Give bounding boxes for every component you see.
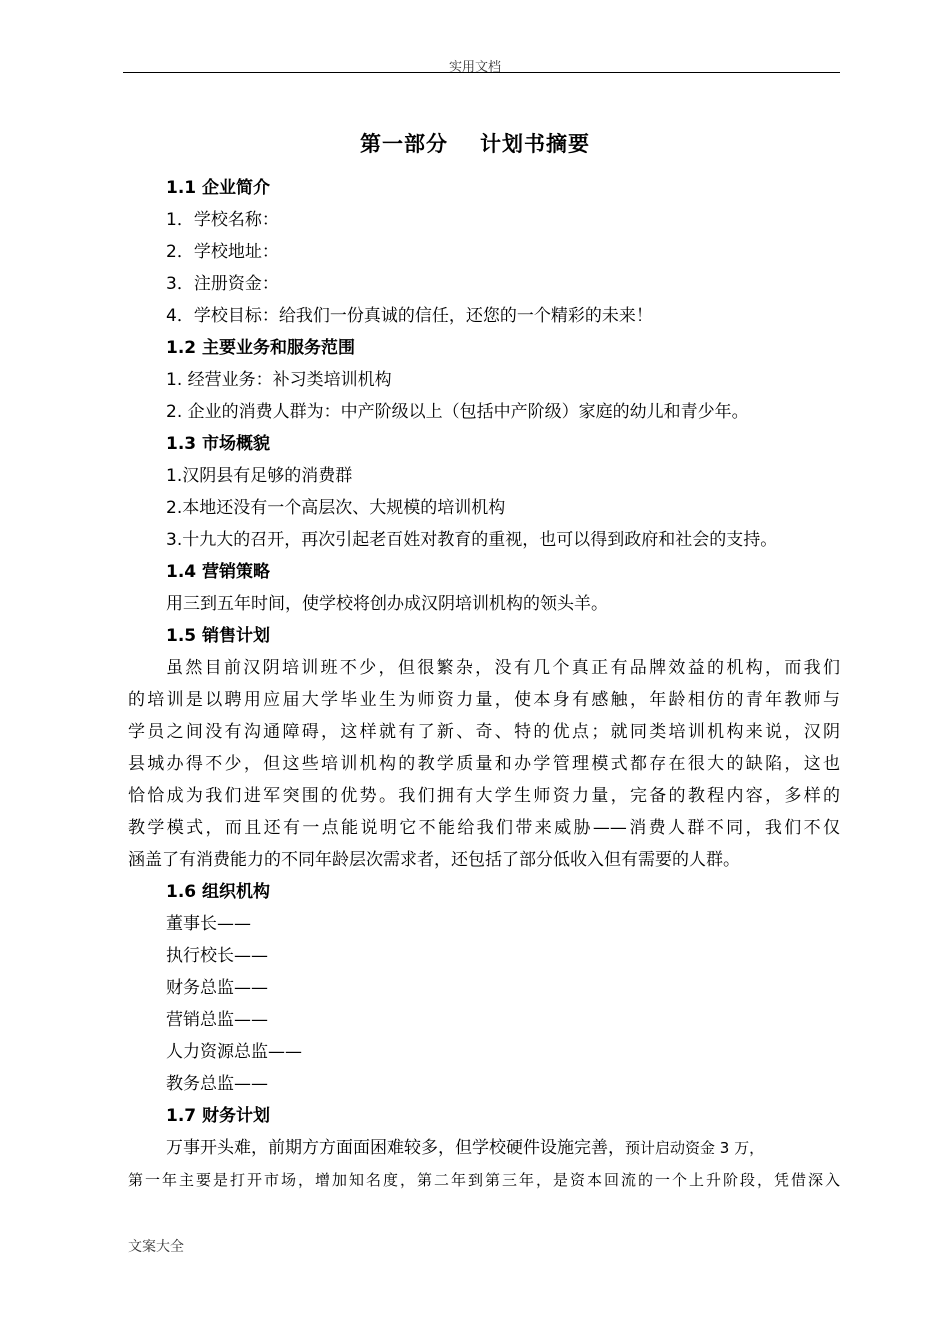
list-item: 4．学校目标：给我们一份真诚的信任，还您的一个精彩的未来！ <box>166 306 653 326</box>
list-item: 1. 经营业务：补习类培训机构 <box>166 370 392 390</box>
paragraph-line: 恰恰成为我们进军突围的优势。我们拥有大学生师资力量，完备的教程内容，多样的 <box>128 786 840 806</box>
paragraph-text: 万事开头难，前期方方面面困难较多，但学校硬件设施完善， <box>166 1138 625 1158</box>
section-heading-1-3: 1.3 市场概貌 <box>166 434 271 454</box>
list-item: 2．学校地址： <box>166 242 279 262</box>
list-item: 1.汉阴县有足够的消费群 <box>166 466 353 486</box>
title-subject: 计划书摘要 <box>480 132 590 156</box>
page-footer: 文案大全 <box>128 1239 184 1255</box>
org-item: 董事长—— <box>166 914 251 934</box>
paragraph-line: 虽然目前汉阴培训班不少，但很繁杂，没有几个真正有品牌效益的机构，而我们 <box>166 658 840 678</box>
org-item: 教务总监—— <box>166 1074 268 1094</box>
section-heading-1-7: 1.7 财务计划 <box>166 1106 271 1126</box>
paragraph: 用三到五年时间，使学校将创办成汉阴培训机构的领头羊。 <box>166 594 608 614</box>
org-item: 财务总监—— <box>166 978 268 998</box>
org-item: 执行校长—— <box>166 946 268 966</box>
org-item: 人力资源总监—— <box>166 1042 302 1062</box>
list-item: 3．注册资金： <box>166 274 279 294</box>
list-item: 2.本地还没有一个高层次、大规模的培训机构 <box>166 498 506 518</box>
paragraph-line: 涵盖了有消费能力的不同年龄层次需求者，还包括了部分低收入但有需要的人群。 <box>128 850 740 870</box>
org-item: 营销总监—— <box>166 1010 268 1030</box>
list-item: 2. 企业的消费人群为：中产阶级以上（包括中产阶级）家庭的幼儿和青少年。 <box>166 402 749 422</box>
section-heading-1-5: 1.5 销售计划 <box>166 626 271 646</box>
section-heading-1-4: 1.4 营销策略 <box>166 562 271 582</box>
paragraph-line: 学员之间没有沟通障碍，这样就有了新、奇、特的优点；就同类培训机构来说，汉阴 <box>128 722 840 742</box>
paragraph-line: 县城办得不少，但这些培训机构的教学质量和办学管理模式都存在很大的缺陷，这也 <box>128 754 840 774</box>
list-item: 3.十九大的召开，再次引起老百姓对教育的重视，也可以得到政府和社会的支持。 <box>166 530 778 550</box>
list-item: 1．学校名称： <box>166 210 279 230</box>
section-heading-1-1: 1.1 企业简介 <box>166 178 271 198</box>
page-header: 实用文档 <box>448 60 501 75</box>
paragraph-line: 的培训是以聘用应届大学毕业生为师资力量，使本身有感触，年龄相仿的青年教师与 <box>128 690 840 710</box>
paragraph-line: 第一年主要是打开市场，增加知名度，第二年到第三年，是资本回流的一个上升阶段，凭借深入 <box>128 1171 840 1189</box>
title-part: 第一部分 <box>360 132 448 156</box>
paragraph-line: 教学模式，而且还有一点能说明它不能给我们带来威胁——消费人群不同，我们不仅 <box>128 818 840 838</box>
paragraph-line <box>166 1138 764 1158</box>
paragraph-text-small: 预计启动资金 3 万， <box>625 1139 765 1157</box>
section-heading-1-2: 1.2 主要业务和服务范围 <box>166 338 356 358</box>
page-title <box>0 128 950 158</box>
header-divider <box>123 72 840 73</box>
section-heading-1-6: 1.6 组织机构 <box>166 882 271 902</box>
